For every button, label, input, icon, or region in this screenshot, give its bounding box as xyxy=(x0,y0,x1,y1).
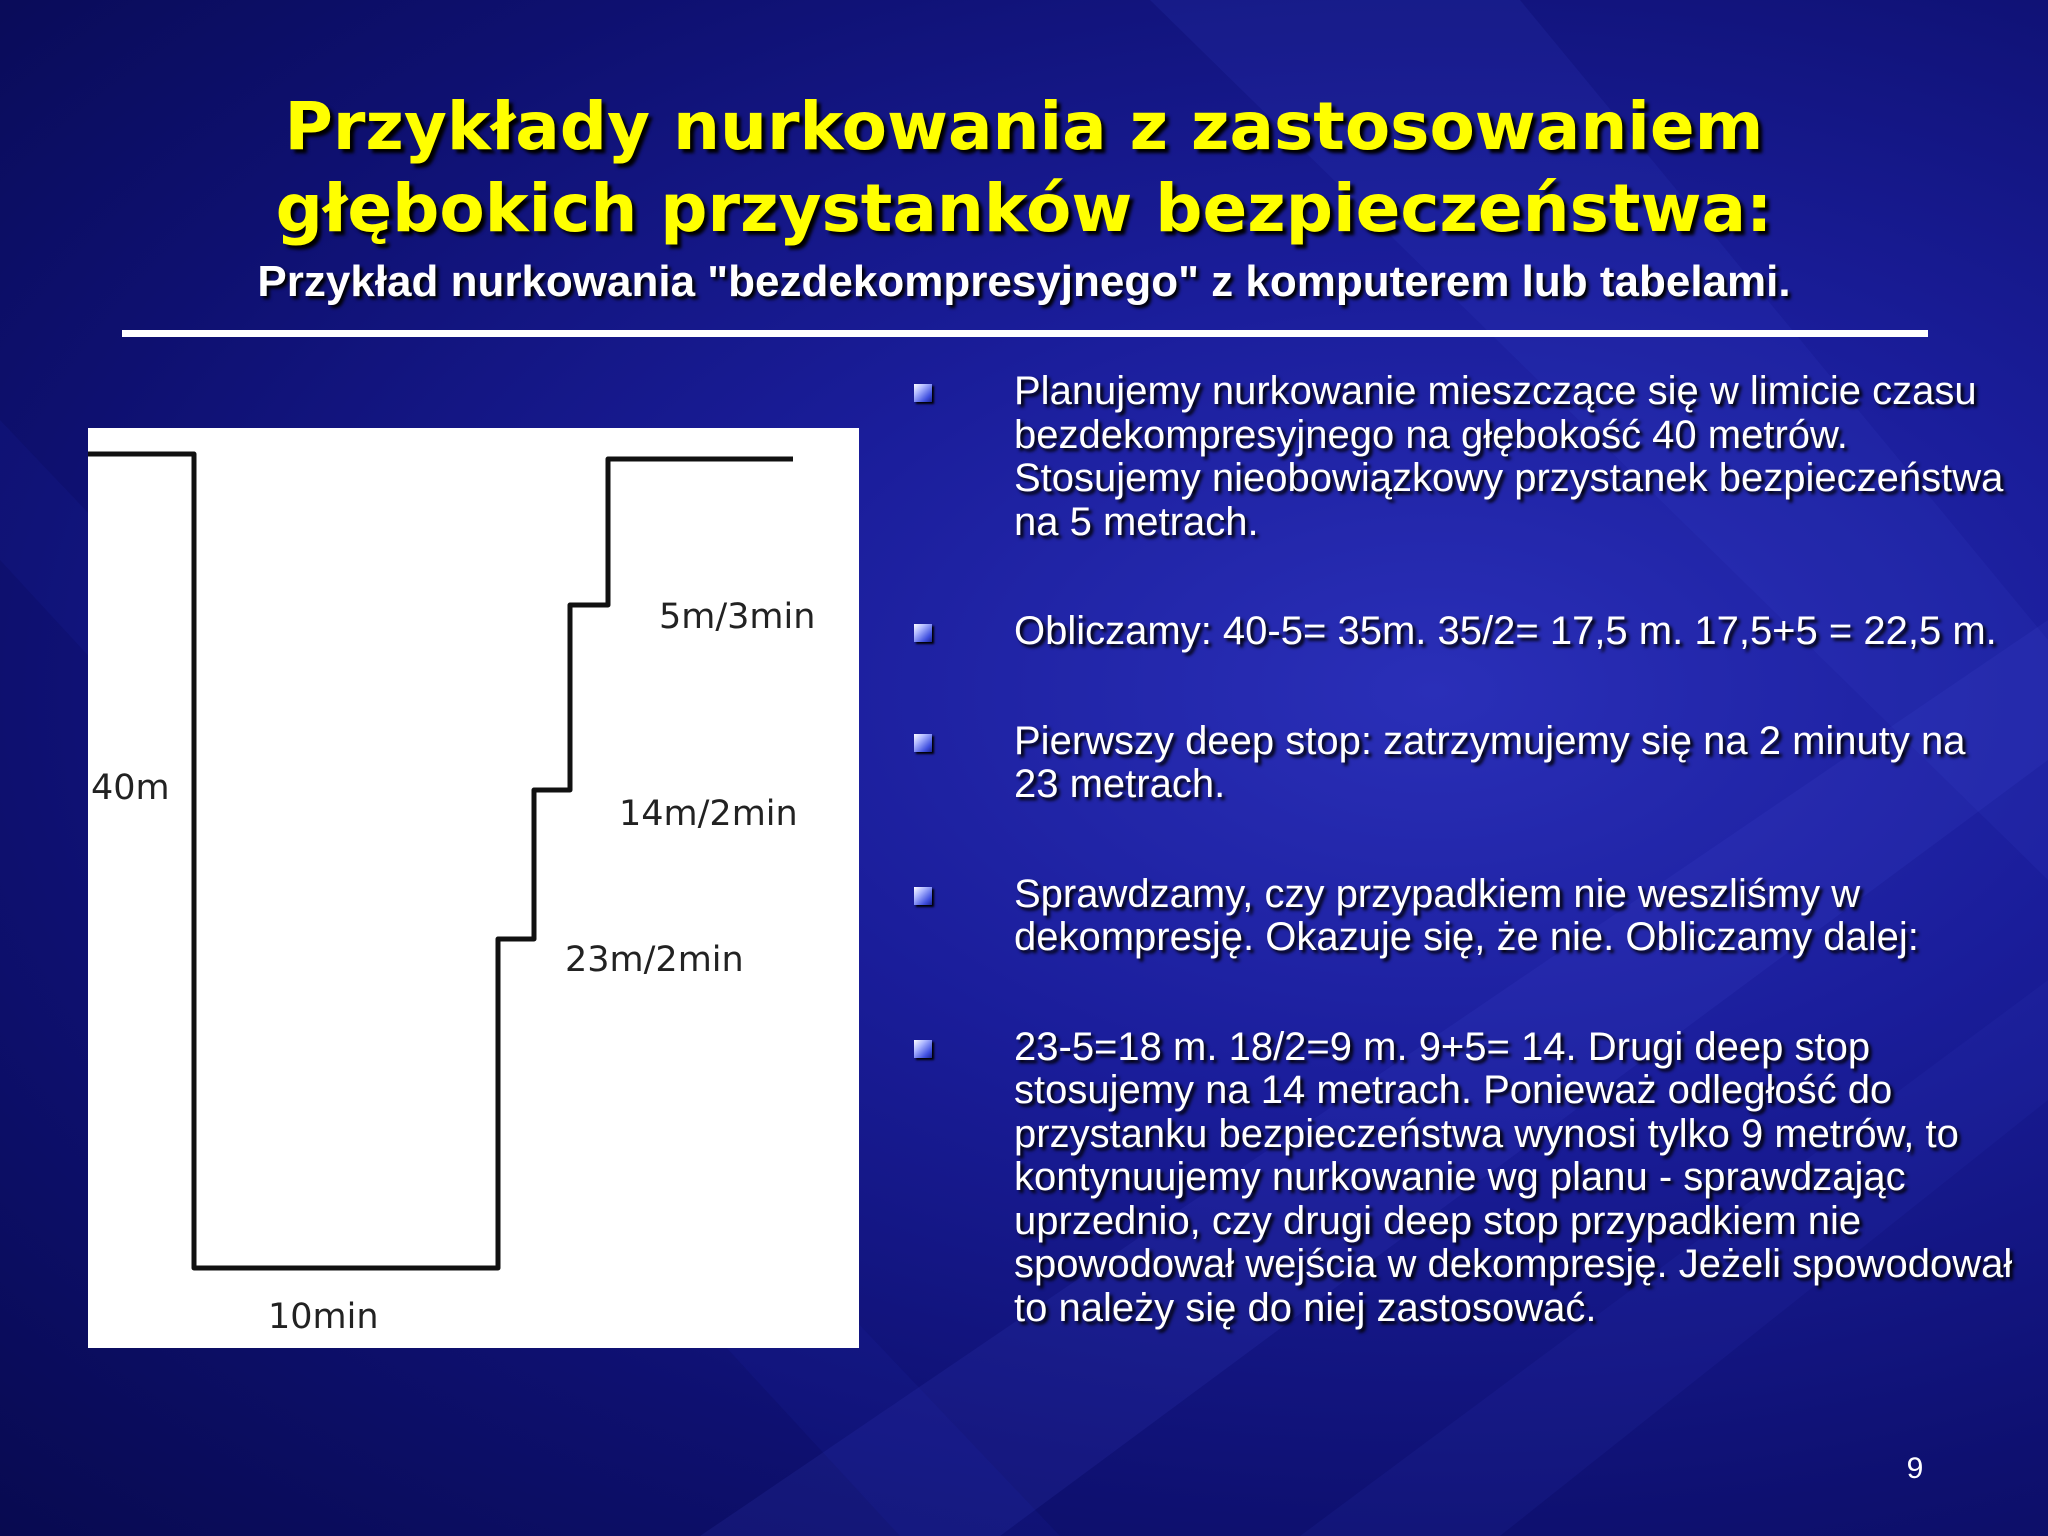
stop-label-14m: 14m/2min xyxy=(619,794,798,834)
title-divider xyxy=(122,330,1928,337)
bullet-text: 23-5=18 m. 18/2=9 m. 9+5= 14. Drugi deep stop stosujemy na 14 metrach. Ponieważ odległość do przystanku bezpieczeństwa wynosi tylko 9 metrów, to kontynuujemy nurkowanie wg planu - sprawdzając uprzednio, czy drugi deep stop przypadkiem nie spowodował wejścia w dekompresję. Jeżeli spowodował to należy się do niej zastosować. xyxy=(1014,1024,2013,1330)
bullet-text: Obliczamy: 40-5= 35m. 35/2= 17,5 m. 17,5+5 = 22,5 m. xyxy=(1014,609,1997,653)
slide-subtitle: Przykład nurkowania "bezdekompresyjnego" z komputerem lub tabelami. xyxy=(257,257,1791,306)
bullet-square-icon xyxy=(914,1040,932,1058)
bullet-text: Sprawdzamy, czy przypadkiem nie weszliśmy w dekompresję. Okazuje się, że nie. Obliczamy dalej: xyxy=(1014,871,1919,959)
depth-label: 40m xyxy=(91,768,170,808)
stop-label-23m: 23m/2min xyxy=(565,940,744,980)
bullet-item xyxy=(910,1026,2020,1331)
bullet-text: Pierwszy deep stop: zatrzymujemy się na 2 minuty na 23 metrach. xyxy=(1014,718,1966,806)
stop-label-5m: 5m/3min xyxy=(659,597,816,637)
bullet-list xyxy=(910,370,2020,1396)
dive-profile-line xyxy=(88,454,793,1268)
slide-title xyxy=(0,86,2048,250)
title-line-2: głębokich przystanków bezpieczeństwa: xyxy=(275,170,1773,247)
bullet-item xyxy=(910,720,2020,807)
bullet-item xyxy=(910,610,2020,654)
bullet-text: Planujemy nurkowanie mieszczące się w limicie czasu bezdekompresyjnego na głębokość 40 metrów. Stosujemy nieobowiązkowy przystanek bezpieczeństwa na 5 metrach. xyxy=(1014,369,2004,544)
bullet-square-icon xyxy=(914,384,932,402)
dive-profile-diagram xyxy=(88,428,859,1348)
bullet-item xyxy=(910,873,2020,960)
bullet-item xyxy=(910,370,2020,544)
bullet-square-icon xyxy=(914,887,932,905)
bottom-time-label: 10min xyxy=(268,1297,379,1337)
bullet-square-icon xyxy=(914,624,932,642)
bullet-square-icon xyxy=(914,734,932,752)
page-number: 9 xyxy=(1906,1452,1924,1485)
dive-profile-svg xyxy=(88,428,859,1348)
title-line-1: Przykłady nurkowania z zastosowaniem xyxy=(284,88,1764,165)
